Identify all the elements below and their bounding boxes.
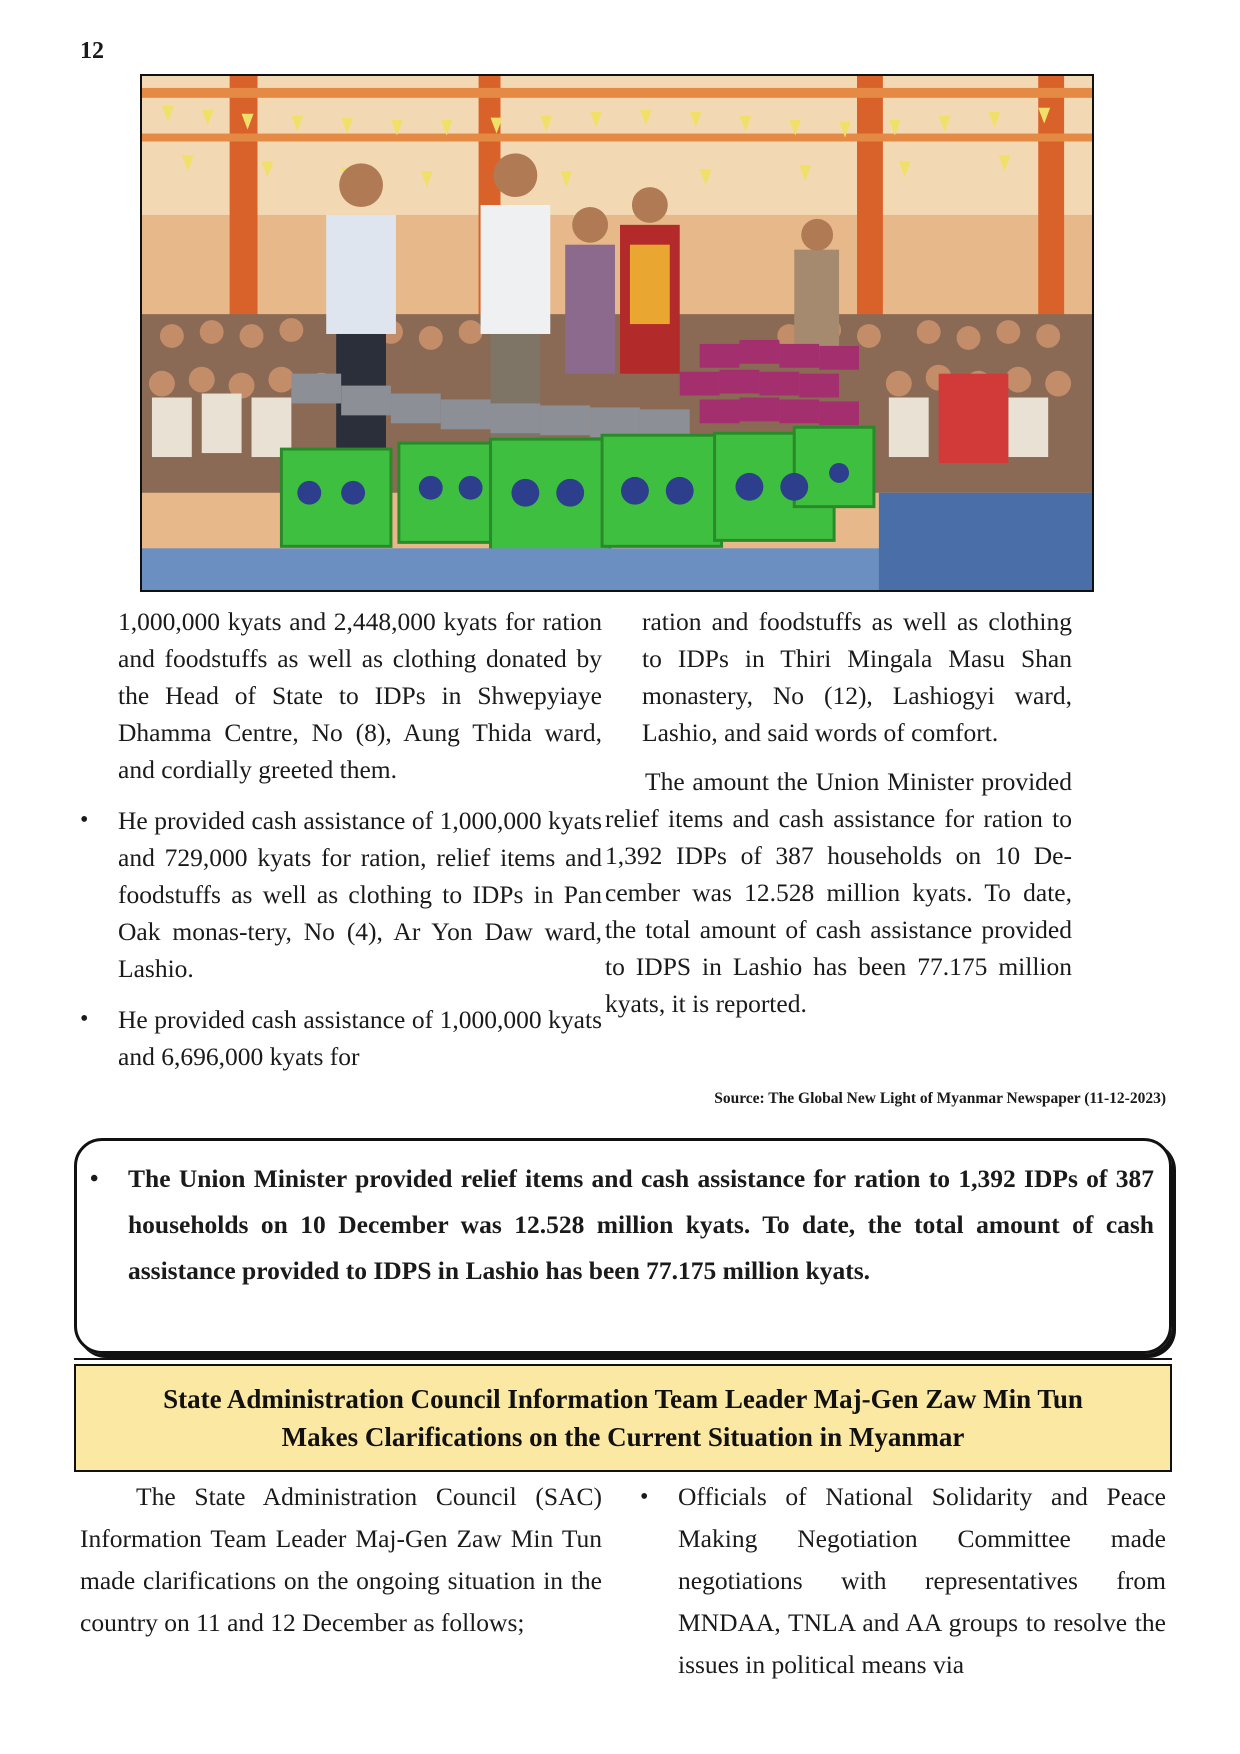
right-column-top (605, 603, 1166, 1022)
left-column-top (80, 603, 602, 1075)
left-bullet-2 (80, 1001, 602, 1075)
left-paragraph-1: 1,000,000 kyats and 2,448,000 kyats for ration and foodstuffs as well as clothing donated by the Head of State to IDPs in Shwepyiaye Dhamma Centre, No (8), Aung Thida ward, and cordially greeted them. (118, 607, 602, 784)
source-citation: Source: The Global New Light of Myanmar Newspaper (11-12-2023) (714, 1090, 1166, 1107)
relief-donation-photo (140, 74, 1094, 592)
headline-line-1: State Administration Council Information Team Leader Maj-Gen Zaw Min Tun (163, 1384, 1083, 1414)
highlight-text: The Union Minister provided relief items and cash assistance for ration to 1,392 IDPs of 387 households on 10 December was 12.528 million kyats. To date, the total amount of cash assistance provided to IDPS in Lashio has been 77.175 million kyats. (128, 1164, 1154, 1285)
page-number: 12 (80, 38, 104, 64)
bullet-icon: • (640, 1484, 649, 1510)
photo-illustration (142, 76, 1092, 590)
bullet-icon: • (80, 807, 89, 833)
left-column-bottom (80, 1476, 602, 1644)
headline-line-2: Makes Clarifications on the Current Situation in Myanmar (281, 1422, 965, 1452)
right-column-bottom (678, 1476, 1166, 1686)
right-paragraph-2: The amount the Union Minister provided relief items and cash assistance for ration to 1,392 IDPs of 387 households on 10 De-cember was 12.528 million kyats. To date, the total amount of cash assistance provided to IDPS in Lashio has been 77.175 million kyats, it is reported. (605, 767, 1072, 1018)
right-paragraph-1: ration and foodstuffs as well as clothing to IDPs in Thiri Mingala Masu Shan monastery, No (12), Lashiogyi ward, Lashio, and said words of comfort. (642, 607, 1072, 747)
left-bullet-2-text: He provided cash assistance of 1,000,000 kyats and 6,696,000 kyats for (118, 1005, 602, 1071)
headline-box (74, 1364, 1172, 1472)
left-bullet-1-text: He provided cash assistance of 1,000,000 kyats and 729,000 kyats for ration, relief items and foodstuffs as well as clothing to IDPs in Pan Oak monas-tery, No (4), Ar Yon Daw ward, Lashio. (118, 806, 602, 983)
headline-title (163, 1380, 1083, 1456)
left-bottom-paragraph-1: The State Administration Council (SAC) Information Team Leader Maj-Gen Zaw Min Tun made clarifications on the ongoing situation in the country on 11 and 12 December as follows; (80, 1482, 602, 1637)
bullet-icon: • (80, 1006, 89, 1032)
bullet-icon: • (90, 1166, 99, 1192)
left-bullet-1 (80, 802, 602, 987)
right-bottom-bullet-1: Officials of National Solidarity and Peace Making Negotiation Committee made negotiations with representatives from MNDAA, TNLA and AA groups to resolve the issues in political means via (678, 1482, 1166, 1679)
